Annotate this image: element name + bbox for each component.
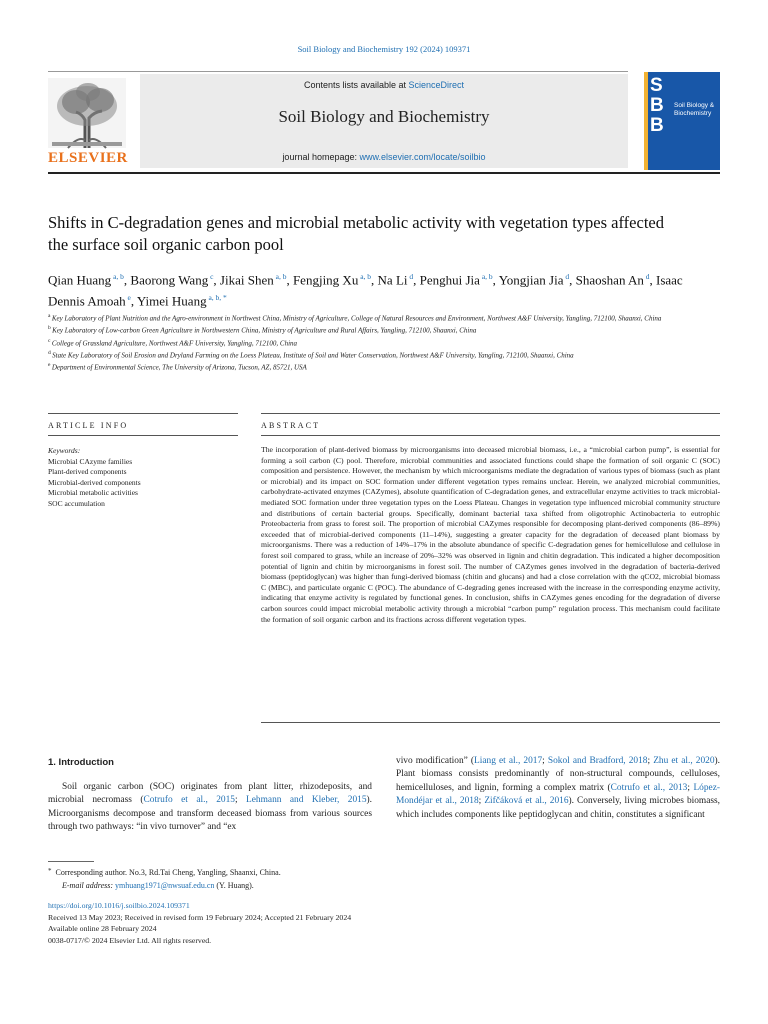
author-affiliation-marker[interactable]: d [643,272,650,281]
author-name: Isaac Dennis Amoah [48,272,683,309]
cover-letter: S [650,75,663,96]
homepage-link[interactable]: www.elsevier.com/locate/soilbio [359,152,486,162]
body-text: ; [478,796,485,807]
body-text: ; [542,756,548,766]
author-name: Penghui Jia [419,272,480,288]
journal-cover-image [644,72,720,170]
author-name: Jikai Shen [219,272,274,288]
intro-left-column [48,781,372,835]
author-affiliation-marker[interactable]: d [563,272,570,281]
corresponding-text: Corresponding author. No.3, Rd.Tai Cheng, Yangling, Shaanxi, China. [55,868,281,877]
homepage-prefix: journal homepage: [282,152,360,162]
keyword-item: Microbial-derived components [48,477,141,487]
homepage-line [140,152,628,162]
affiliation-item [48,348,678,360]
body-text: ; [234,795,247,806]
citation-link[interactable]: López-Mondéjar et al., 2018 [396,782,720,807]
affiliation-item [48,323,678,335]
running-head[interactable]: Soil Biology and Biochemistry 192 (2024) 109371 [297,44,471,54]
keyword-item: Microbial CAzyme families [48,456,133,466]
affiliation-item [48,311,678,323]
footnote-rule [48,861,94,862]
author-name: Baorong Wang [130,272,209,288]
affiliation-marker: e [48,362,52,369]
citation-link[interactable]: Cotrufo et al., 2015 [143,795,235,806]
affiliation-text: College of Grassland Agriculture, Northwest A&F University, Yangling, 712100, China [51,338,298,347]
cover-letter: B [650,95,664,116]
cover-letter: B [650,115,664,136]
doi-link[interactable]: https://doi.org/10.1016/j.soilbio.2024.109371 [48,901,190,910]
header-divider [48,172,720,174]
author-affiliation-marker[interactable]: a, b [111,272,124,281]
header-rule [48,71,628,72]
author-name: Yimei Huang [136,293,207,309]
email-label: E-mail address: [62,881,114,890]
affiliation-marker: d [48,349,53,356]
online-date: Available online 28 February 2024 [48,924,157,933]
affiliation-marker: c [48,337,52,344]
abstract-text: The incorporation of plant-derived biomass by microorganisms into deceased microbial biomass, i.e., a “microbial carbon pump”, is essential for forming a soil carbon (C) pool. Therefore, microbial communities and associated functions could shape the formation of soil organic C (SOC) composition and persistence. However, the mechanism by which microorganisms mediate the degradation of various types of biomass (such as plant or microbial) and its impact on SOC formation under different vegetation types remains unclear. Herein, we analyzed microbial communities, carbohydrate-activated enzymes (CAZymes), absolute quantification of C-degradation genes, and extracellular enzyme activities to track microbial-mediated SOC formation under three vegetation types on the Loess Plateau. Changes in vegetation type influenced microbial community structure and distributions of certain bacterial groups. Specifically, dominant bacterial taxa shifted from oligotrophic Actinobacteria to eutrophic Proteobacteria from grass to forest soil. The proportion of microbial CAZymes responsible for decomposing plant-derived components (86–89%) exceeded that of microbial-derived components (11–14%), suggesting a greater capacity for the degradation of deceased plant biomass by microorganisms. There was a reduction of 14%–17% in the absolute abundance of specific C-degradation genes for hemicellulose and cellulose in forest soil compared to grass, while an increase of 20%–32% was observed in lignin and chitin degradation. This indicated a higher decomposition potential of lignin and chitin by microorganisms in forest soil. The number of CAZymes genes involved in the degradation of bacteria-derived biomass (peptidoglycan) was higher than fungi-derived biomass (chitin and glucans) and had a close correlation with the qCO2, microbial biomass C (MBC), and particulate organic C (POC). The abundance of C-degrading genes increased with the increase in the corresponding enzyme activity, indicating that enzyme activity is regulated by functional genes. In conclusion, shifts in CAZymes genes encoding for the degradation of diverse carbon sources could impact microbial metabolic activity through a microbial “carbon pump” regulation process. This mechanism could facilitate the formation of soil organic carbon and its fractions across different vegetation types. [261,445,720,624]
affiliation-item [48,336,678,348]
citation-link[interactable]: Cotrufo et al., 2013 [610,782,688,793]
abstract-rule [261,413,720,414]
sciencedirect-link[interactable]: ScienceDirect [408,80,465,90]
author-affiliation-marker[interactable]: a, b [358,272,372,281]
author-name: Yongjian Jia [498,272,564,288]
received-dates: Received 13 May 2023; Received in revised form 19 February 2024; Accepted 21 February 2024 [48,912,352,922]
email-link[interactable]: ymhuang1971@nwsuaf.edu.cn [115,881,215,890]
author-name: Fengjing Xu [292,272,359,288]
publication-info [48,900,548,946]
contents-prefix: Contents lists available at [303,80,409,90]
author-affiliation-marker[interactable]: a, b, * [206,293,227,303]
author-affiliation-marker[interactable]: e [125,293,131,303]
body-text: ). Microorganisms decompose and transform deceased biomass from various sources through two pathways: “in vivo turnover” and “ex [48,795,373,833]
affiliation-text: State Key Laboratory of Soil Erosion and Dryland Farming on the Loess Plateau, Institute of Soil and Water Conservation, Northwest A&F University, Yangling, 712100, Shaanxi, China [52,351,574,360]
intro-right-column [396,755,720,822]
keywords-list [48,446,238,510]
affiliation-item [48,360,678,372]
introduction-heading: 1. Introduction [48,757,114,768]
citation-link[interactable]: Lehmann and Kleber, 2015 [246,795,367,806]
article-title: Shifts in C-degradation genes and microbial metabolic activity with vegetation types affected the surface soil organic carbon pool [48,213,664,254]
body-text: ). Plant biomass consists predominantly of non-structural compounds, celluloses, hemicelluloses, and lignin, forming a complex matrix ( [396,756,720,793]
abstract-heading: ABSTRACT [261,421,321,430]
body-text: ; [647,756,654,766]
body-text: ; [687,782,694,793]
contents-line [140,80,628,90]
author-affiliation-marker[interactable]: a, b [273,272,287,281]
author-affiliation-marker[interactable]: c [208,272,214,281]
article-info-heading: ARTICLE INFO [48,421,129,430]
email-suffix: (Y. Huang). [214,881,254,890]
affiliation-text: Key Laboratory of Low-carbon Green Agriculture in Northwestern China, Ministry of Agriculture and Rural Affairs, Yangling, 712100, Shaanxi, China [52,326,477,335]
author-name: Na Li [377,272,408,288]
keyword-item: Microbial metabolic activities [48,488,138,498]
keyword-item: Plant-derived components [48,467,127,477]
journal-title: Soil Biology and Biochemistry [278,107,490,126]
body-text: vivo modification” ( [396,756,475,766]
cover-strip [644,72,648,170]
article-info-subrule [48,435,238,436]
affiliation-marker: a [48,313,52,319]
affiliation-text: Key Laboratory of Plant Nutrition and the Agro-environment in Northwest China, Ministry of Agriculture, College of Natural Resources and Environment, Northwest A&F University, Yangling, 712100, Shaanxi, China [51,314,662,323]
publisher-logo-text: ELSEVIER [48,150,128,166]
author-name: Shaoshan An [575,272,644,288]
citation-link[interactable]: Zifčáková et al., 2016 [484,796,569,807]
author-affiliation-marker[interactable]: d [407,272,414,281]
citation-link[interactable]: Zhu et al., 2020 [653,756,715,766]
keywords-label: Keywords: [48,446,81,455]
body-text: ). Conversely, living microbes biomass, which includes components like peptidoglycan and chitin, constitutes a significant [396,796,721,820]
citation-link[interactable]: Liang et al., 2017 [474,756,543,766]
author-list: Qian Huang $^{a, b}$, Baorong Wang $^c$, Jikai Shen $^{a, b}$, Fengjing Xu $^{a, b}$, Na Li $^d$, Penghui Jia $^{a, b}$, Yongjian Jia $^d$, Shaoshan An $^d$, Isaac Dennis Amoah $^e$, Yimei Huang $^{a, b, *}$ [48,272,683,309]
asterisk-marker: * [48,867,52,875]
article-info-rule [48,413,238,414]
abstract-subrule [261,435,720,436]
affiliation-text: Department of Environmental Science, The University of Arizona, Tucson, AZ, 85721, USA [51,363,307,372]
body-text: Soil organic carbon (SOC) originates from plant litter, rhizodeposits, and microbial necromass ( [48,782,372,806]
cover-letters [650,76,664,136]
citation-link[interactable]: Sokol and Bradford, 2018 [547,756,648,766]
author-affiliation-marker[interactable]: a, b [479,272,493,281]
corresponding-footnote [48,865,448,892]
cover-title: Soil Biology & Biochemistry [674,102,715,117]
affiliation-marker: b [48,325,53,332]
author-name: Qian Huang [48,272,112,288]
copyright: 0038-0717/© 2024 Elsevier Ltd. All rights reserved. [48,935,212,945]
abstract-end-rule [261,722,720,723]
keyword-item: SOC accumulation [48,498,105,508]
affiliations [48,311,678,373]
